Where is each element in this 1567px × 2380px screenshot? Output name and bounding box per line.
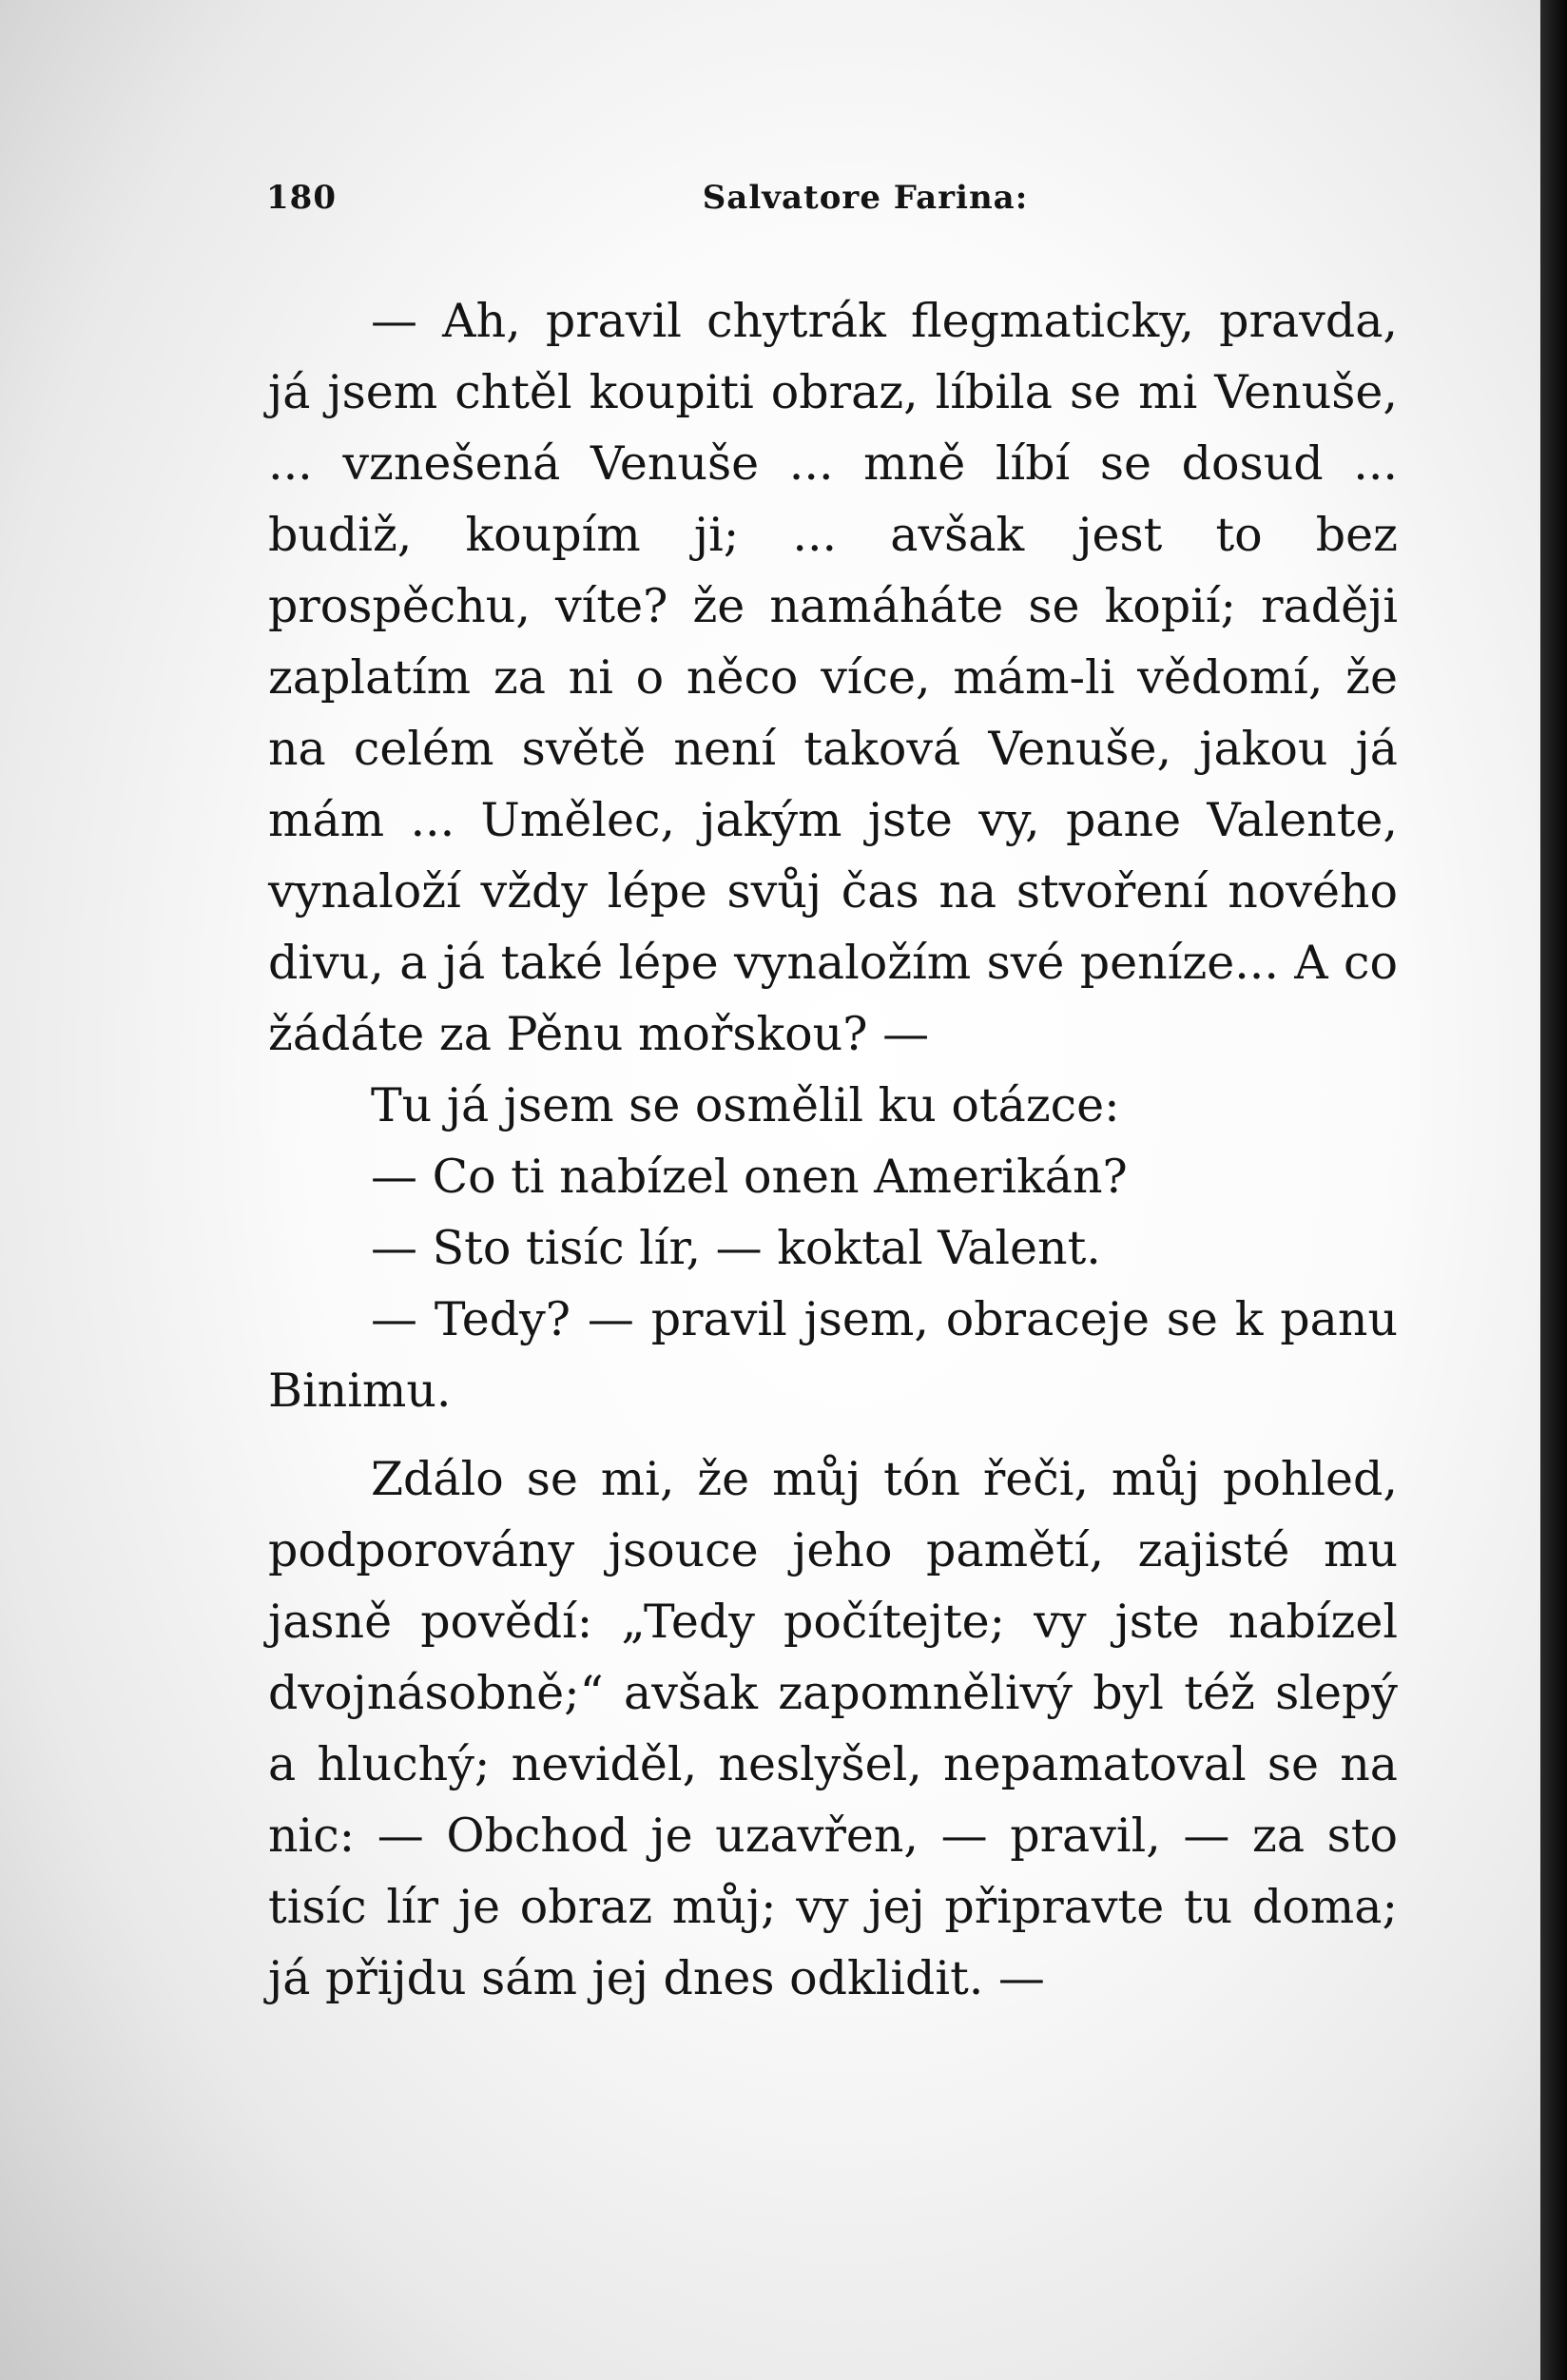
paragraph: — Co ti nabízel onen Amerikán? (371, 1150, 1128, 1204)
running-title: Salvatore Farina: (702, 179, 1029, 217)
paragraph: Zdálo se mi, že můj tón řeči, můj pohled, podporovány jsouce jeho pamětí, zajisté mu jasně povědí: „Tedy počítejte; vy jste nabízel dvojnásobně;“ avšak zapomnělivý byl též slepý a hluchý; neviděl, neslyšel, nepamatoval se na nic: — Obchod je uzavřen, — pravil, — za sto tisíc lír je obraz můj; vy jej připravte tu doma; já přijdu sám jej dnes odklidit. — (268, 1452, 1398, 2005)
paragraph: Tu já jsem se osmělil ku otázce: (371, 1078, 1120, 1132)
page-number: 180 (266, 179, 337, 217)
paragraph: — Sto tisíc lír, — koktal Valent. (371, 1221, 1101, 1275)
paragraph: — Ah, pravil chytrák flegmaticky, pravda, já jsem chtěl koupiti obraz, líbila se mi Venuše, ... vznešená Venuše ... mně líbí se dosud ... budiž, koupím ji; ... avšak jest to bez prospěchu, víte? že namáháte se kopií; raději zaplatím za ni o něco více, mám-li vědomí, že na celém světě není taková Venuše, jakou já mám ... Umělec, jakým jste vy, pane Valente, vynaloží vždy lépe svůj čas na stvoření nového divu, a já také lépe vynaložím své peníze... A co žádáte za Pěnu mořskou? — (268, 294, 1398, 1061)
body-text (268, 285, 1398, 2014)
page-edge-shadow (1540, 0, 1567, 2380)
paragraph: — Tedy? — pravil jsem, obraceje se k panu Binimu. (268, 1292, 1398, 1418)
page-header (266, 179, 1398, 226)
